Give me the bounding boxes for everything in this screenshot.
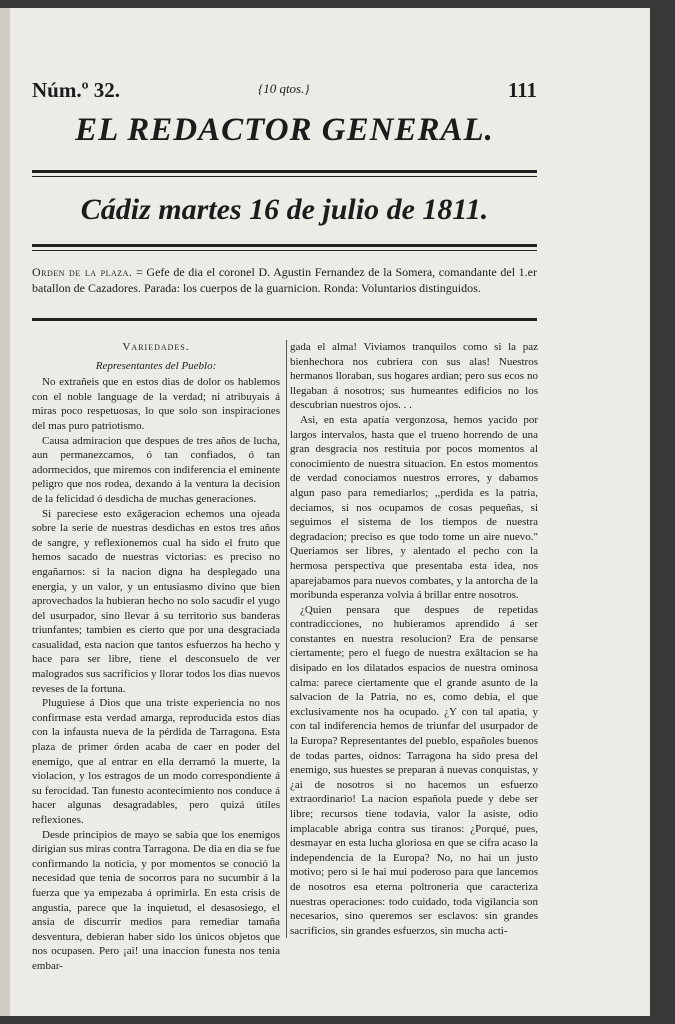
paragraph: gada el alma! Viviamos tranquilos como si la paz bienhechora nos cubriera con sus alas! Nuestros hermanos lloraban, sus hogares ardian; pero sus ecos no llegaban á nosotros; sus humeantes edificios no los descubrian nuestros ojos. . . <box>290 341 538 412</box>
date-rule <box>32 244 537 247</box>
right-column <box>290 340 538 950</box>
title-rule <box>32 170 537 173</box>
newspaper-title: EL REDACTOR GENERAL. <box>75 112 494 148</box>
date-rule-thin <box>32 250 537 251</box>
page-number: 111 <box>507 78 537 102</box>
column-divider <box>286 340 287 938</box>
orden-rule <box>32 318 537 321</box>
masthead-row <box>32 78 537 108</box>
paragraph: Si pareciese esto exâgeracion echemos una ojeada sobre la serie de nuestras desdichas en estos tres años de sangre, y reflexionemos cual ha sido el fruto que hemos sacado de nuestras victorias: es preciso no engañarnos: si la nacion digna ha desplegado una energia, y un valor, y un entusiasmo divino que bien aprovechados la hubieran hecho no solo sacudir el yugo del usurpador, sino llevar á su territorio sus banderas triunfantes; tambien es cierto que por una desgraciada casualidad, esta nacion que tantos esfuerzos ha hecho y hace para ser libre, tiene el desconsuelo de ver malogrados sus sacrificios y llorar todos los dias nuevos reveses de la fortuna. <box>32 507 280 695</box>
page-edge <box>0 8 10 1016</box>
paragraph: Desde principios de mayo se sabia que los enemigos dirigian sus miras contra Tarragona. De dia en dia se fue confirmando la noticia, y por momentos se conoció la necesidad que tenia de socorros para no sucumbir á la fuerza que ya empezaba á oprimirla. En esta crisis de angustia, parece que la inquietud, el desasosiego, el ansia de discurrir medios para remediar tamaña desventura, debieran haber sido los únicos objetos que nos ocupasen. Pero ¡ai! una inaccion funesta nos tenia embar- <box>32 828 280 972</box>
orden-de-la-plaza <box>32 265 537 296</box>
paragraph: Pluguiese á Dios que una triste experiencia no nos confirmase esta verdad amarga, reproducida estos dias con la infausta nueva de la pérdida de Tarragona. Esta plaza de primer órden acaba de caer en poder del enemigo, que al entrar en ella derramó la muerte, la violacion, y los estragos de un modo correspondiente á su ferocidad. Tan funesto acontecimiento nos conduce á hacer algunas desagradables, pero quizá útiles reflexiones. <box>32 697 280 826</box>
paragraph: Causa admiracion que despues de tres años de lucha, aun permanezcamos, ó tan confiados, ó tan adormecidos, que miremos con indiferencia el eminente peligro que nos rodea, dexando á la ventura la decision de la felicidad ó desdicha de muchas generaciones. <box>32 434 280 505</box>
section-heading: Variedades. <box>122 341 190 353</box>
paragraph: ¿Quien pensara que despues de repetidas contradicciones, no hubieramos aprendido á ser constantes en nuestra resolucion? Era de pensarse ciertamente; pero el fuego de nuestra exâltacion se ha disipado en los dilatados espacios de nuestra ominosa calma: parece ciertamente que el grande asunto de la salvacion de la Patria, no es, como debia, el que exclusivamente nos ha ocupado. ¿Y con tal apatia, y con tal indiferencia hemos de triunfar del usurpador de la Europa? Representantes del pueblo, españoles buenos de todas partes, oidnos: Tarragona ha sido presa del enemigo, sus huestes se preparan á nuevas conquistas, y ¿ai de nosotros si no hacemos un esfuerzo extraordinario! La nacion española puede y debe ser libre; recursos tiene todavia, valor la asiste, odio implacable abriga contra sus tiranos: ¿Porqué, pues, desmayar en esta lucha gloriosa en que se cifra acaso la independencia de la Europa? No, no hai un justo motivo; pero si le hai mui poderoso para que lancemos de nosotros esa eterna poltroneria que caracteriza nuestras operaciones: todo cuidado, toda vigilancia son necesarios, sino queremos ser esclavos: sin grandes sacrificios, sin grandes esfuerzos, sin mucha acti- <box>290 603 538 937</box>
article-subhead: Representantes del Pueblo: <box>95 359 217 372</box>
paragraph: Asi, en esta apatía vergonzosa, hemos yacido por largos intervalos, hasta que el trueno horrendo de una gran desgracia nos restituia por pocos momentos al conocimiento de nuestra situacion. En estos momentos de verdad conociamos nuestros errores, y dabamos algun paso para remediarlos; ,,perdida es la patria, deciamos, si nos ocupamos de cosas pequeñas, si seguimos el sistema de los tiempos de nuestra degradacion; preciso es que todo tome un aire nuevo." Queriamos ser libres, y alentado el pecho con la hermosa perspectiva que presentaba esta idea, nos aparejabamos para nuevos combates, y la antorcha de la moribunda esperanza volvia á brillar entre nosotros. <box>290 413 538 602</box>
price: {10 qtos.} <box>258 81 310 96</box>
left-column <box>32 340 280 972</box>
issue-number: Núm.º 32. <box>32 78 121 102</box>
orden-label: Orden de la plaza. <box>32 265 133 279</box>
orden-text: = Gefe de dia el coronel D. Agustin Fernandez de la Somera, comandante del 1.er batallon de Cazadores. Parada: los cuerpos de la guarnicion. Ronda: Voluntarios distinguidos. <box>32 265 537 295</box>
date-line: Cádiz martes 16 de julio de 1811. <box>80 193 489 226</box>
paragraph: No extrañeis que en estos dias de dolor os hablemos con el noble language de la verdad; ni atribuyais á miras poco respetuosas, lo que solo son inspiraciones del mas puro patriotismo. <box>32 376 280 432</box>
newspaper-page <box>10 8 650 1016</box>
title-rule-thin <box>32 176 537 177</box>
